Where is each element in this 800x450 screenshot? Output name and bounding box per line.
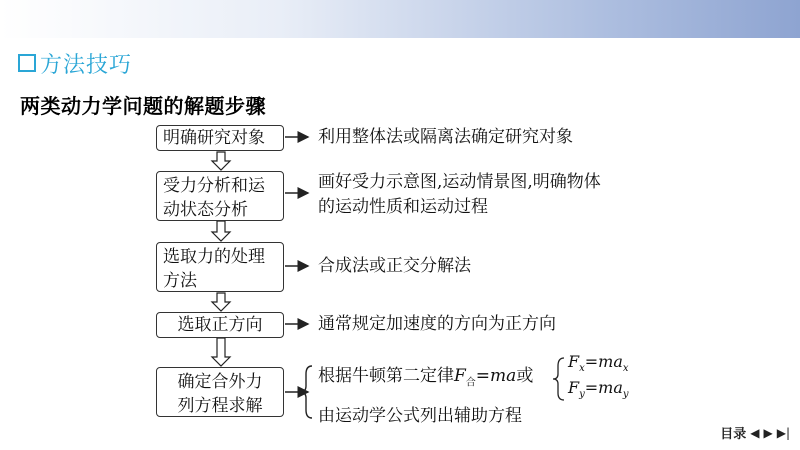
fx-sub: x xyxy=(579,363,585,375)
step-desc-4: 通常规定加速度的方向为正方向 xyxy=(318,314,556,334)
fx-sub2: x xyxy=(622,363,629,375)
step-label-3b: 方法 xyxy=(163,271,197,291)
next-arrow-icon[interactable]: ▶ xyxy=(763,425,773,440)
fx-eq: = xyxy=(584,352,599,371)
f-subscript: 合 xyxy=(465,377,476,389)
section-header xyxy=(18,48,132,78)
step-desc-5b: 由运动学公式列出辅助方程 xyxy=(318,406,522,426)
newton-law-text: 根据牛顿第二定律 xyxy=(318,366,454,386)
step-desc-2a: 画好受力示意图,运动情景图,明确物体 xyxy=(318,172,601,192)
fy-ma: ma xyxy=(598,378,623,397)
step-box-2 xyxy=(156,171,284,221)
step-desc-2b: 的运动性质和运动过程 xyxy=(318,197,488,217)
prev-arrow-icon[interactable]: ◀ xyxy=(750,425,760,440)
step-desc-5a xyxy=(318,364,533,395)
step-label-2a: 受力分析和运 xyxy=(163,176,265,196)
step-box-3 xyxy=(156,242,284,292)
or-text: 或 xyxy=(516,366,534,386)
step-label-3a: 选取力的处理 xyxy=(163,247,265,267)
step-label-5a: 确定合外力 xyxy=(177,372,263,392)
fy-sub: y xyxy=(579,389,585,401)
end-arrow-icon[interactable]: ▶| xyxy=(776,425,790,440)
fx-ma: ma xyxy=(598,352,623,371)
formula-fy xyxy=(568,378,629,400)
step-label-1: 明确研究对象 xyxy=(163,128,265,148)
page-subtitle: 两类动力学问题的解题步骤 xyxy=(20,94,266,118)
section-label: 方法技巧 xyxy=(40,52,133,78)
step-desc-3: 合成法或正交分解法 xyxy=(318,256,471,276)
equals-sign: = xyxy=(475,366,491,386)
f-symbol: F xyxy=(454,366,466,386)
step-desc-1: 利用整体法或隔离法确定研究对象 xyxy=(318,127,573,147)
checkbox-square-icon xyxy=(18,54,36,72)
fy-F: F xyxy=(568,378,580,397)
fx-F: F xyxy=(568,352,580,371)
step-box-4 xyxy=(156,312,284,338)
fy-sub2: y xyxy=(622,389,629,401)
top-banner xyxy=(0,0,800,38)
footer-nav xyxy=(720,423,790,442)
step-label-4: 选取正方向 xyxy=(177,315,263,335)
step-box-1 xyxy=(156,125,284,151)
step-label-5b: 列方程求解 xyxy=(177,396,263,416)
step-box-5 xyxy=(156,367,284,417)
formula-fx xyxy=(568,352,629,374)
ma-symbol: ma xyxy=(490,366,517,386)
fy-eq: = xyxy=(584,378,599,397)
step-label-2b: 动状态分析 xyxy=(163,200,248,220)
toc-link[interactable]: 目录 xyxy=(720,427,747,442)
